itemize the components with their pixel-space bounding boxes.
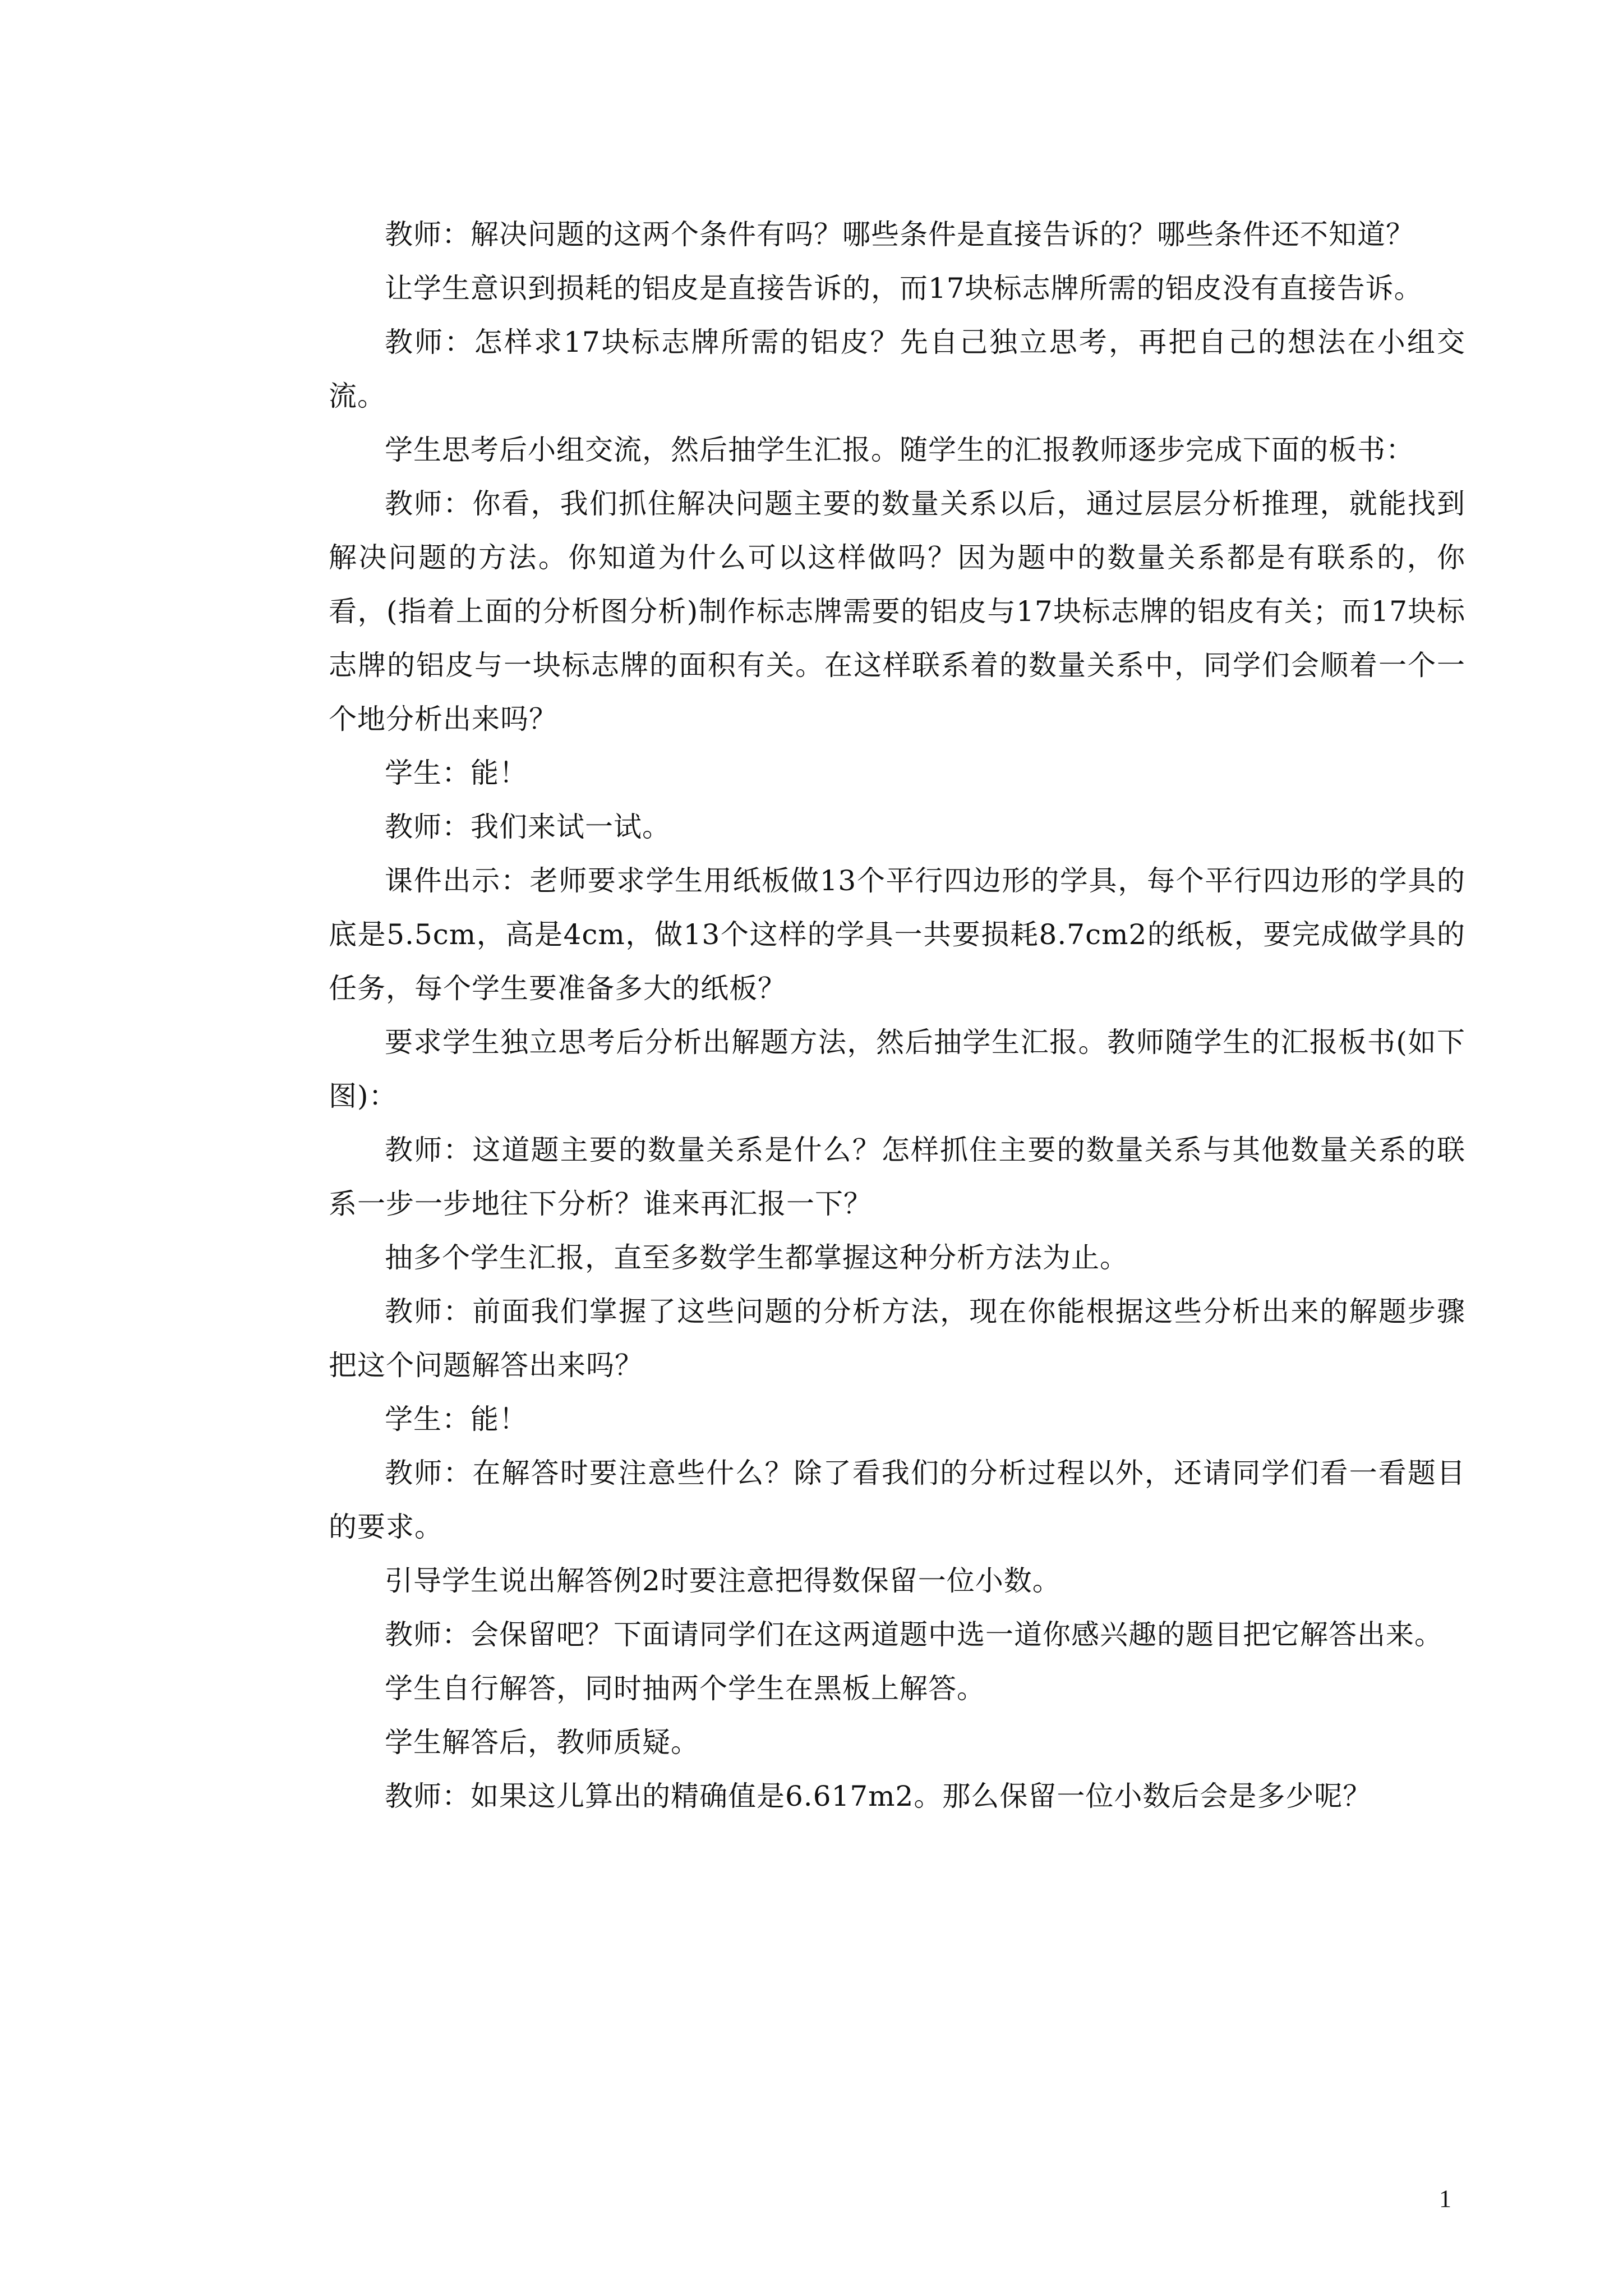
paragraph-14: 教师：在解答时要注意些什么？除了看我们的分析过程以外，还请同学们看一看题目的要求。 — [329, 1457, 1465, 1543]
paragraph-17: 学生自行解答，同时抽两个学生在黑板上解答。 — [385, 1672, 985, 1705]
paragraph-8: 课件出示：老师要求学生用纸板做13个平行四边形的学具，每个平行四边形的学具的底是5.5cm，高是4cm，做13个这样的学具一共要损耗8.7cm2的纸板，要完成做学具的任务，每个学生要准备多大的纸板？ — [329, 864, 1465, 1005]
page-number: 1 — [1439, 2185, 1451, 2212]
paragraph-15: 引导学生说出解答例2时要注意把得数保留一位小数。 — [385, 1565, 1061, 1597]
paragraph-6: 学生：能！ — [385, 757, 528, 789]
paragraph-4: 学生思考后小组交流，然后抽学生汇报。随学生的汇报教师逐步完成下面的板书： — [385, 434, 1414, 466]
paragraph-16: 教师：会保留吧？下面请同学们在这两道题中选一道你感兴趣的题目把它解答出来。 — [385, 1618, 1443, 1651]
paragraph-7: 教师：我们来试一试。 — [385, 811, 671, 843]
paragraph-12: 教师：前面我们掌握了这些问题的分析方法，现在你能根据这些分析出来的解题步骤把这个问题解答出来吗？ — [329, 1295, 1465, 1382]
paragraph-1: 教师：解决问题的这两个条件有吗？哪些条件是直接告诉的？哪些条件还不知道？ — [385, 218, 1414, 251]
paragraph-3: 教师：怎样求17块标志牌所需的铝皮？先自己独立思考，再把自己的想法在小组交流。 — [329, 326, 1465, 412]
paragraph-18: 学生解答后，教师质疑。 — [385, 1726, 699, 1759]
document-body — [329, 208, 1465, 1823]
paragraph-13: 学生：能！ — [385, 1403, 528, 1435]
paragraph-19: 教师：如果这儿算出的精确值是6.617m2。那么保留一位小数后会是多少呢？ — [385, 1780, 1372, 1812]
paragraph-9: 要求学生独立思考后分析出解题方法，然后抽学生汇报。教师随学生的汇报板书(如下图)： — [329, 1026, 1465, 1112]
paragraph-5: 教师：你看，我们抓住解决问题主要的数量关系以后，通过层层分析推理，就能找到解决问题的方法。你知道为什么可以这样做吗？因为题中的数量关系都是有联系的，你看，(指着上面的分析图分析)制作标志牌需要的铝皮与17块标志牌的铝皮有关；而17块标志牌的铝皮与一块标志牌的面积有关。在这样联系着的数量关系中，同学们会顺着一个一个地分析出来吗？ — [329, 487, 1465, 735]
paragraph-11: 抽多个学生汇报，直至多数学生都掌握这种分析方法为止。 — [385, 1241, 1128, 1274]
paragraph-10: 教师：这道题主要的数量关系是什么？怎样抓住主要的数量关系与其他数量关系的联系一步一步地往下分析？谁来再汇报一下？ — [329, 1134, 1465, 1220]
paragraph-2: 让学生意识到损耗的铝皮是直接告诉的，而17块标志牌所需的铝皮没有直接告诉。 — [385, 272, 1423, 305]
